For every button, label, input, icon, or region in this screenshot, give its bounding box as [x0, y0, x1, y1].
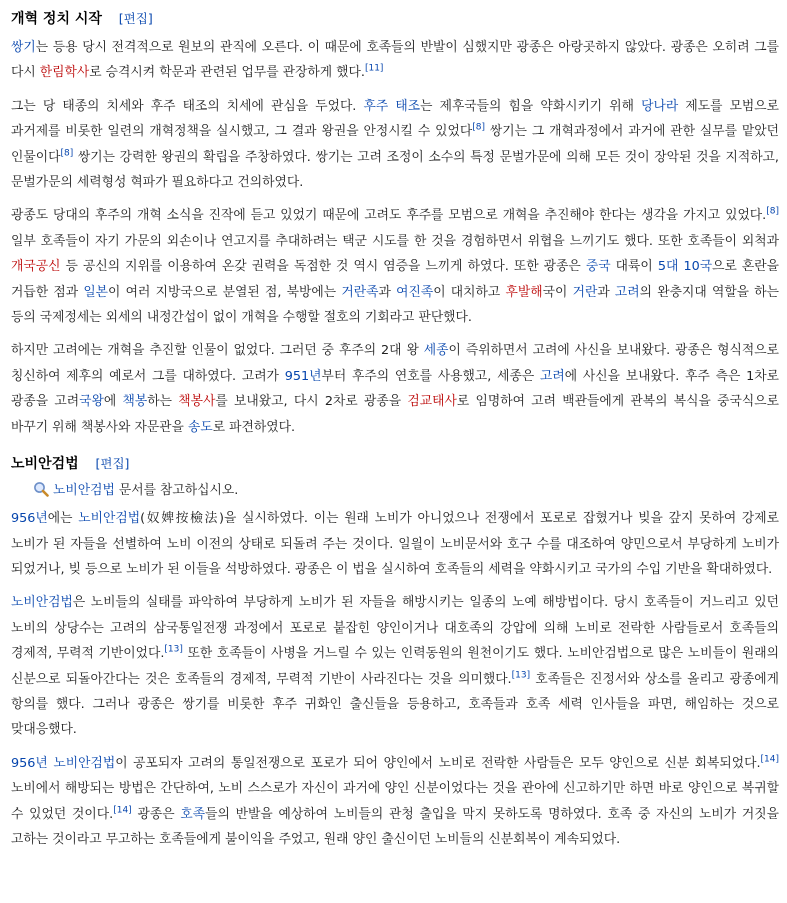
- text-run: 에: [103, 394, 123, 410]
- citation: [365, 64, 383, 74]
- edit-link-nobi[interactable]: 편집: [100, 456, 125, 472]
- text-run: 으로 혼란을 거듭한 점과: [11, 259, 780, 300]
- wiki-link[interactable]: 중국: [585, 259, 611, 275]
- paragraph: [11, 35, 779, 86]
- wiki-link[interactable]: 호족: [180, 806, 206, 822]
- citation: [766, 207, 779, 217]
- citation: [472, 123, 485, 133]
- section-heading-reform: [11, 9, 779, 29]
- text-run: 를 보내왔고, 다시 2차로 광종을: [215, 394, 408, 410]
- wiki-link[interactable]: 956년: [11, 755, 48, 771]
- text-run: 이 여러 지방국으로 분열된 점, 북방에는: [108, 284, 342, 300]
- text-run: 대륙이: [610, 259, 658, 275]
- wiki-link[interactable]: 후주 태조: [363, 98, 421, 114]
- wiki-link[interactable]: 거란: [572, 284, 598, 300]
- section-title: 노비안검법: [11, 456, 79, 473]
- citation: [164, 645, 182, 655]
- paragraph: [11, 94, 779, 196]
- edit-link-wrapper: [편집]: [118, 11, 153, 26]
- text-run: 등 공신의 지위를 이용하여 온갖 권력을 독점한 것 역시 염증을 느끼게 하였다. 또한 광종은: [60, 259, 586, 275]
- text-run: 광종은: [131, 806, 181, 822]
- wiki-link[interactable]: 책봉: [122, 394, 148, 410]
- see-also-note: [33, 480, 779, 502]
- wiki-link[interactable]: 후발해: [505, 284, 543, 300]
- citation-link[interactable]: [8]: [472, 122, 485, 133]
- citation: [512, 670, 530, 680]
- text-run: 들의 반발을 예상하여 노비들의 관청 출입을 막지 못하도록 명하였다. 호족 중 자신의 노비가 거짓을 고하는 것이라고 무고하는 호족들에게 불이익을 주었고, 원래 양인 출신이던 노비들의 신분회복이 계속되었다.: [11, 806, 779, 847]
- wiki-link[interactable]: 송도: [187, 419, 213, 435]
- text-run: 하지만 고려에는 개혁을 추진할 인물이 없었다. 그러던 중 후주의 2대 왕: [11, 343, 424, 359]
- text-run: 노비에서 해방되는 방법은 간단하여, 노비 스스로가 자신이 과거에 양인 신분이었다는 것을 관아에 신고하기만 하면 바로 양인으로 복귀할 수 있었던 것이다.: [11, 781, 779, 822]
- wiki-link[interactable]: 개국공신: [11, 259, 61, 275]
- wiki-link[interactable]: 국왕: [79, 394, 104, 410]
- wiki-link[interactable]: 951년: [284, 368, 322, 384]
- wiki-link[interactable]: 노비안검법: [11, 595, 73, 611]
- wiki-link[interactable]: 거란족: [341, 284, 379, 300]
- wiki-link[interactable]: 여진족: [396, 284, 434, 300]
- text-run: 호족들은 진정서와 상소를 올리고 광종에게 항의를 했다. 그러나 광종은 쌍기를 비롯한 후주 귀화인 출신들을 등용하고, 호족들과 호족 세력 인사들을 파면, 해임하는 것으로 맞대응했다.: [11, 671, 779, 738]
- text-run: 과: [378, 284, 397, 300]
- citation-link[interactable]: [13]: [164, 644, 183, 655]
- wiki-link[interactable]: 고려: [540, 368, 565, 384]
- text-run: 그는 당 태종의 치세와 후주 태조의 치세에 관심을 두었다.: [11, 98, 364, 114]
- paragraph: [11, 203, 779, 330]
- text-run: 하는: [147, 394, 179, 410]
- edit-link-wrapper: [편집]: [95, 456, 130, 472]
- citation: [761, 754, 779, 764]
- text-run: 과: [597, 284, 615, 300]
- text-run: 는 등용 당시 전격적으로 원보의 관직에 오른다. 이 때문에 호족들의 반발이 심했지만 광종은 아랑곳하지 않았다. 광종은 오히려 그를 다시: [11, 40, 779, 81]
- wiki-link[interactable]: 한림학사: [39, 65, 90, 81]
- citation-link[interactable]: [13]: [511, 670, 531, 681]
- text-run: 에 사신을 보내왔다. 후주 측은 1차로 광종을 고려: [11, 368, 779, 410]
- text-run: 이 대치하고: [433, 284, 506, 300]
- wiki-link[interactable]: 노비안검법: [53, 755, 116, 771]
- text-run: 의 완충지대 역할을 하는 등의 국제정세는 외세의 내정간섭이 없이 개혁을 수행할 절호의 기회라고 판단했다.: [11, 284, 780, 326]
- wiki-link[interactable]: 책봉사: [178, 394, 216, 410]
- text-run: 제도를 모범으로 과거제를 비롯한 일련의 개혁정책을 실시했고, 그 결과 왕권을 안정시킬 수 있었다: [11, 98, 780, 140]
- magnifier-icon: [33, 481, 49, 497]
- section-heading-nobi: [11, 454, 779, 474]
- paragraph: [11, 506, 779, 582]
- text-run: 쌍기는 강력한 왕권의 확립을 주창하였다. 쌍기는 고려 조정이 소수의 특정 문벌가문에 의해 모든 것이 장악된 것을 지적하고, 문벌가문의 세력형성 혁파가 필요하다고 건의하였다.: [11, 149, 779, 191]
- text-run: 에는: [47, 511, 79, 527]
- wiki-link[interactable]: 쌍기: [11, 40, 36, 55]
- citation-link[interactable]: [8]: [60, 148, 74, 159]
- paragraph: [11, 751, 779, 853]
- paragraph: [11, 590, 779, 742]
- section-title: 개혁 정치 시작: [11, 11, 102, 27]
- text-run: (奴婢按檢法)을 실시하였다. 이는 원래 노비가 아니었으나 전쟁에서 포로로 잡혔거나 빚을 갚지 못하여 강제로 노비가 된 자들을 선별하여 노비 이전의 상태로 되돌려 주는 것이다. 일읠이 노비문서와 호구 수를 대조하여 양민으로서 부당하게 노비가 되었거나, 빚 등으로 노비가 된 이들을 석방하였다. 광종은 이 법을 실시하여 호족들의 세력을 약화시키고 국가의 수입 기반을 확대하였다.: [11, 511, 779, 577]
- text-run: 또한 호족들이 사병을 거느릴 수 있는 인력동원의 원천이기도 했다. 노비안검법으로 많은 노비들이 원래의 신분으로 되돌아간다는 것은 호족들의 경제적, 무력적 기반이 사라진다는 것을 의미했다.: [11, 646, 779, 687]
- wiki-link[interactable]: 검교태사: [407, 394, 457, 410]
- citation: [60, 148, 73, 158]
- text-run: 부터 후주의 연호를 사용했고, 세종은: [321, 368, 540, 384]
- text-run: 로 파견하였다.: [212, 419, 296, 435]
- citation-link[interactable]: [14]: [760, 754, 779, 765]
- wiki-link[interactable]: 당나라: [641, 98, 679, 114]
- citation-link[interactable]: [8]: [766, 207, 779, 218]
- text-run: 로 임명하여 고려 백관들에게 관복의 복식을 중국식으로 바꾸기 위해 책봉사와 자문관을: [11, 394, 779, 435]
- wiki-link[interactable]: 5대 10국: [657, 259, 713, 275]
- wiki-link[interactable]: 노비안검법: [78, 511, 141, 527]
- text-run: 은 노비들의 실태를 파악하여 부당하게 노비가 된 자들을 해방시키는 일종의 노예 해방법이다. 당시 호족들이 거느리고 있던 노비의 상당수는 고려의 삼국통일전쟁 과정에서 포로로 붙잡힌 양인이거나 대호족의 강압에 의해 노비로 전락한 사람들로서 호족들의 경제적, 무력적 기반이었다.: [11, 595, 779, 662]
- text-run: 일부 호족들이 자기 가문의 외손이나 연고지를 추대하려는 택군 시도를 한 것을 경험하면서 위협을 느끼기도 했다. 또한 호족들이 외척과: [11, 233, 779, 249]
- text-run: 국이: [542, 284, 573, 300]
- text-run: 이 공포되자 고려의 통일전쟁으로 포로가 되어 양인에서 노비로 전락한 사람들은 모두 양인으로 신분 회복되었다.: [115, 755, 761, 771]
- text-run: 광종도 당대의 후주의 개혁 소식을 진작에 듣고 있었기 때문에 고려도 후주를 모범으로 개혁을 추진해야 한다는 생각을 가지고 있었다.: [11, 208, 767, 224]
- see-also-suffix: 문서를 참고하십시오.: [114, 483, 239, 499]
- text-run: 는 제후국들의 힘을 약화시키기 위해: [420, 98, 642, 114]
- text-run: 쌍기는 그 개혁과정에서 과거에 관한 실무를 맡았던 인물이다: [11, 124, 780, 165]
- citation: [113, 805, 131, 815]
- see-also-link[interactable]: 노비안검법: [53, 483, 115, 499]
- paragraph: [11, 338, 779, 440]
- wiki-link[interactable]: 고려: [614, 284, 640, 300]
- text-run: 이 즉위하면서 고려에 사신을 보내왔다. 광종은 형식적으로 칭신하여 제후의 예로서 그를 대하였다. 고려가: [11, 343, 779, 384]
- edit-link-reform[interactable]: 편집: [123, 11, 148, 26]
- wiki-link[interactable]: 일본: [83, 284, 109, 300]
- text-run: 로 승격시켜 학문과 관련된 업무를 관장하게 했다.: [89, 65, 365, 81]
- wiki-link[interactable]: 세종: [423, 343, 449, 359]
- citation-link[interactable]: [14]: [113, 805, 132, 816]
- citation-link[interactable]: [11]: [364, 64, 384, 75]
- wiki-link[interactable]: 956년: [11, 511, 48, 527]
